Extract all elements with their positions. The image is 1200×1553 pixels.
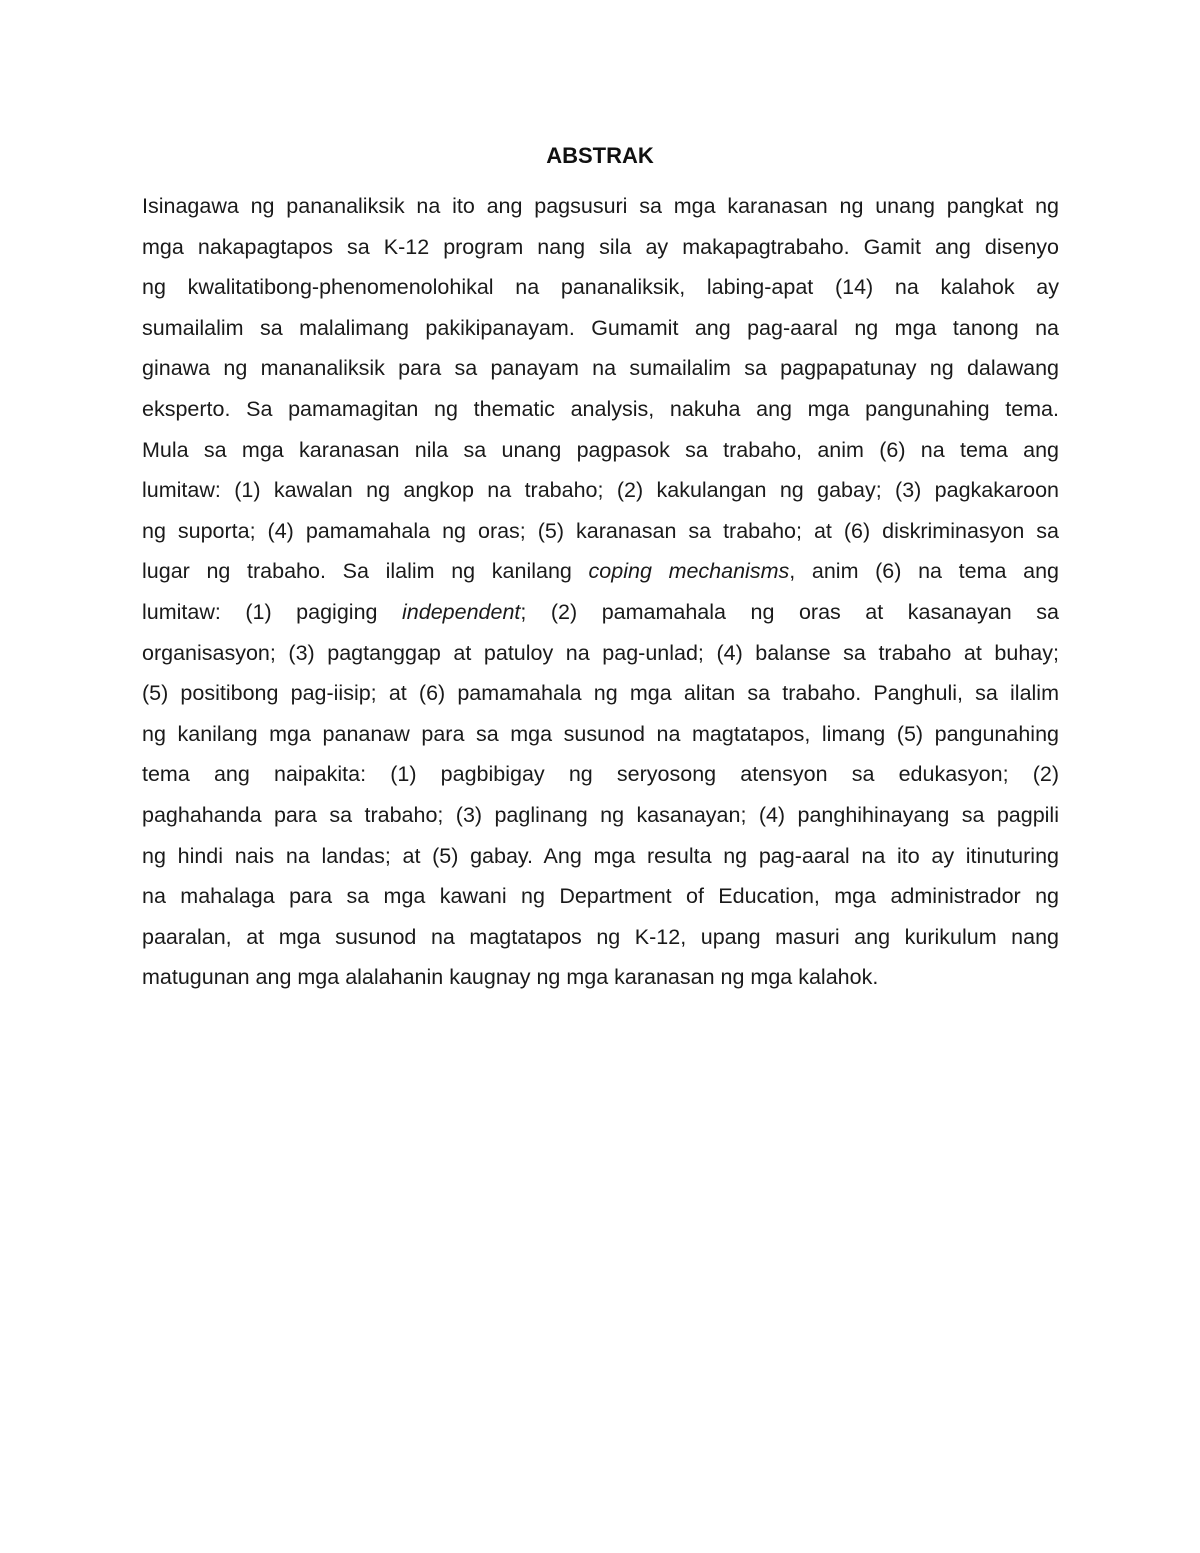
text-segment: organisasyon; (3) pagtanggap at patuloy na pag-unlad; (4) balanse sa trabaho at buhay; [142,640,1059,665]
paragraph-line-6 [142,389,1059,430]
text-segment: ng kanilang mga pananaw para sa mga susunod na magtatapos, limang (5) pangunahing [142,721,1059,746]
text-segment: paaralan, at mga susunod na magtatapos ng K-12, upang masuri ang kurikulum nang [142,924,1059,949]
text-segment: ng suporta; (4) pamamahala ng oras; (5) karanasan sa trabaho; at (6) diskriminasyon sa [142,518,1059,543]
paragraph-line-12 [142,633,1059,674]
paragraph-line-3 [142,267,1059,308]
italic-term: coping mechanisms [588,559,790,584]
paragraph-line-20 [142,957,1059,998]
paragraph-line-11 [142,592,1059,633]
text-segment: Isinagawa ng pananaliksik na ito ang pagsusuri sa mga karanasan ng unang pangkat ng [142,194,1059,218]
text-segment: tema ang naipakita: (1) pagbibigay ng seryosong atensyon sa edukasyon; (2) [142,762,1059,787]
paragraph-line-18 [142,876,1059,917]
paragraph-line-8 [142,470,1059,511]
text-segment: ; (2) pamamahala ng oras at kasanayan sa [520,599,1059,624]
text-segment: , anim (6) na tema ang [789,559,1060,584]
text-segment: ng hindi nais na landas; at (5) gabay. Ang mga resulta ng pag-aaral na ito ay itinuturing [142,843,1059,868]
text-segment: mga nakapagtapos sa K-12 program nang sila ay makapagtrabaho. Gamit ang disenyo [142,234,1059,259]
text-segment: matugunan ang mga alalahanin kaugnay ng mga karanasan ng mga kalahok. [142,965,879,990]
text-segment: na mahalaga para sa mga kawani ng Department of Education, mga administrador ng [142,884,1059,909]
abstract-heading: ABSTRAK [546,143,654,168]
text-segment: eksperto. Sa pamamagitan ng thematic analysis, nakuha ang mga pangunahing tema. [142,396,1059,421]
text-segment: lugar ng trabaho. Sa ilalim ng kanilang [142,559,589,584]
paragraph-line-4 [142,308,1059,349]
paragraph-line-7 [142,430,1059,471]
paragraph-line-10 [142,551,1059,592]
abstract-paragraph [142,186,1059,998]
text-segment: sumailalim sa malalimang pakikipanayam. Gumamit ang pag-aaral ng mga tanong na [142,315,1059,340]
text-segment: Mula sa mga karanasan nila sa unang pagpasok sa trabaho, anim (6) na tema ang [142,437,1059,462]
paragraph-line-14 [142,714,1059,755]
paragraph-line-17 [142,836,1059,877]
paragraph-line-19 [142,917,1059,958]
paragraph-line-16 [142,795,1059,836]
text-segment: ginawa ng mananaliksik para sa panayam na sumailalim sa pagpapatunay ng dalawang [142,356,1059,381]
text-segment: paghahanda para sa trabaho; (3) paglinang ng kasanayan; (4) panghihinayang sa pagpili [142,802,1059,827]
paragraph-line-15 [142,754,1059,795]
italic-term: independent [402,599,521,624]
text-segment: lumitaw: (1) kawalan ng angkop na trabaho; (2) kakulangan ng gabay; (3) pagkakaroon [142,478,1059,503]
paragraph-line-9 [142,511,1059,552]
text-segment: (5) positibong pag-iisip; at (6) pamamahala ng mga alitan sa trabaho. Panghuli, sa ilalim [142,681,1059,706]
paragraph-line-2 [142,227,1059,268]
paragraph-line-5 [142,348,1059,389]
text-segment: ng kwalitatibong-phenomenolohikal na pananaliksik, labing-apat (14) na kalahok ay [142,275,1059,300]
text-segment: lumitaw: (1) pagiging [142,599,403,624]
paragraph-line-1 [142,186,1059,227]
paragraph-line-13 [142,673,1059,714]
